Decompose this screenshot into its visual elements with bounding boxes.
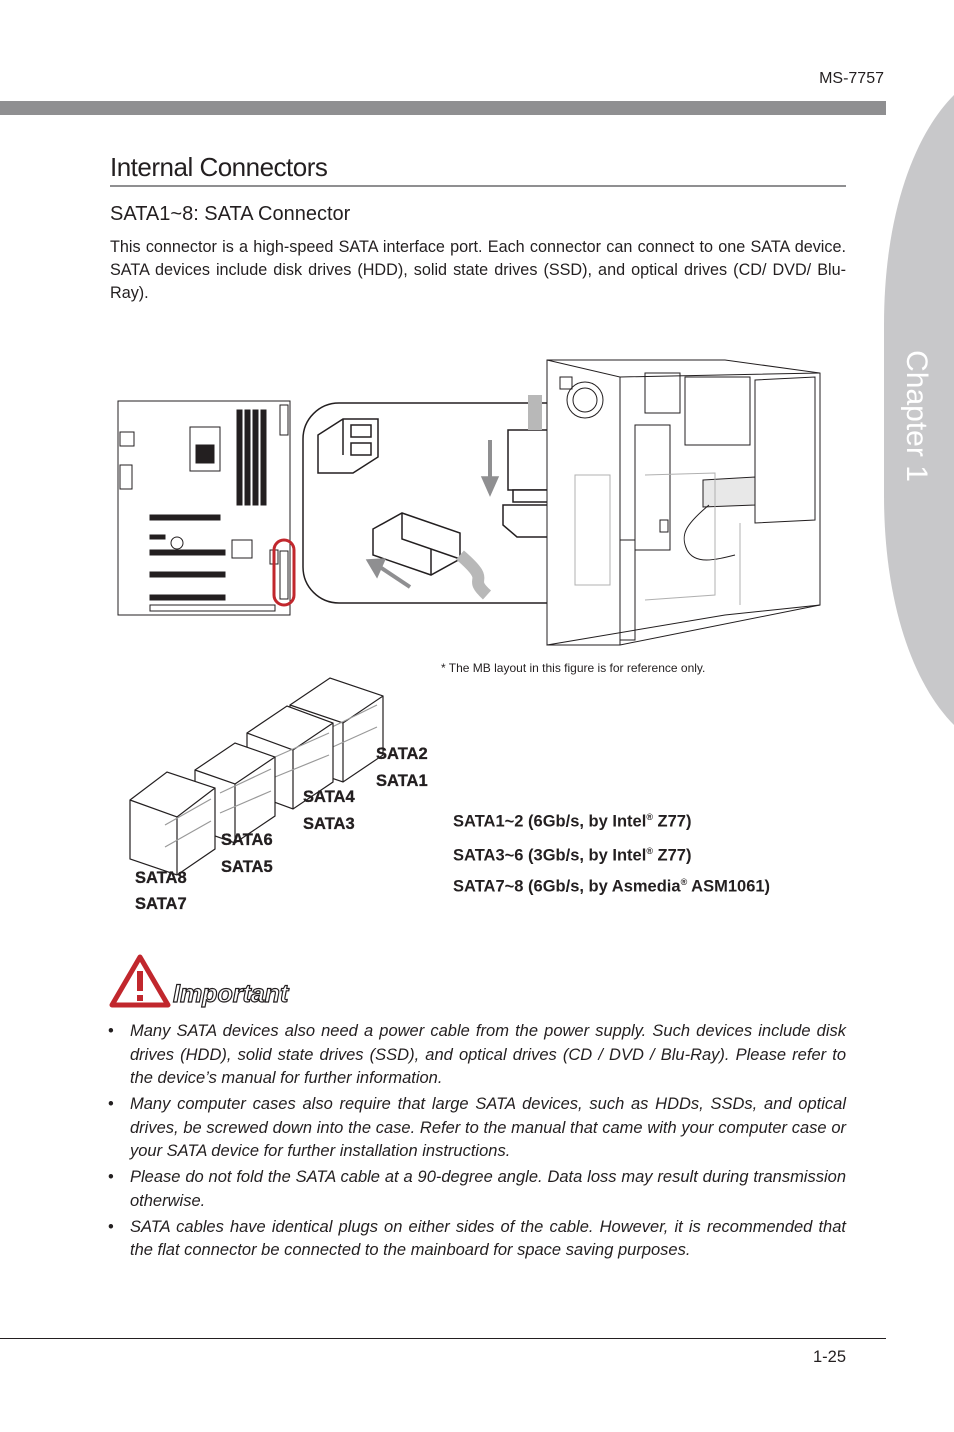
- list-item: • Many computer cases also require that large SATA devices, such as HDDs, SSDs, and optical drives, be screwed down into the case. Refer to the manual that came with your computer case or your SATA device for further installation instructions.: [108, 1095, 846, 1160]
- section-subtitle: SATA1~8: SATA Connector: [110, 203, 351, 225]
- port-label-sata5: SATA5: [221, 858, 273, 876]
- model-number: MS-7757: [819, 70, 884, 87]
- title-divider: [110, 185, 846, 187]
- important-heading: Important: [173, 980, 289, 1008]
- motherboard-layout-image: [118, 401, 290, 615]
- page-title: Internal Connectors: [110, 152, 328, 182]
- intro-paragraph: This connector is a high-speed SATA interface port. Each connector can connect to one SATA device. SATA devices include disk drives (HDD), solid state drives (SSD), and optical drives (CD/ DVD/ Blu-Ray).: [110, 238, 846, 302]
- bullet-symbol: •: [108, 1095, 114, 1113]
- bullet-symbol: •: [108, 1168, 114, 1186]
- sata-plug-callout: [303, 395, 588, 603]
- port-label-sata1: SATA1: [376, 772, 428, 790]
- footer-rule: [0, 1338, 886, 1339]
- list-item: • SATA cables have identical plugs on either sides of the cable. However, it is recommended that the flat connector be connected to the mainboard for space saving purposes.: [108, 1217, 846, 1259]
- port-label-sata7: SATA7: [135, 895, 187, 913]
- bullet-symbol: •: [108, 1217, 114, 1236]
- port-label-sata2: SATA2: [376, 745, 428, 763]
- spec-sata1-2: SATA1~2 (6Gb/s, by Intel® Z77): [453, 812, 692, 831]
- pc-case-image: [547, 360, 820, 645]
- port-label-sata6: SATA6: [221, 831, 273, 849]
- port-label-sata4: SATA4: [303, 788, 355, 806]
- port-label-sata8: SATA8: [135, 869, 187, 887]
- figure-note: * The MB layout in this figure is for reference only.: [441, 661, 706, 675]
- spec-sata3-6: SATA3~6 (3Gb/s, by Intel® Z77): [453, 846, 692, 865]
- list-item: • Please do not fold the SATA cable at a 90-degree angle. Data loss may result during transmission otherwise.: [108, 1168, 846, 1210]
- port-label-sata3: SATA3: [303, 815, 355, 833]
- bullet-symbol: •: [108, 1022, 114, 1040]
- motherboard-case-illustration: [115, 355, 935, 655]
- header-bar: [0, 101, 886, 115]
- list-item: • Many SATA devices also need a power cable from the power supply. Such devices include disk drives (HDD), solid state drives (SSD), and optical drives (CD / DVD / Blu-Ray). Please refer to the device’s manual for further information.: [108, 1022, 846, 1087]
- warning-icon: [108, 953, 172, 1009]
- spec-sata7-8: SATA7~8 (6Gb/s, by Asmedia® ASM1061): [453, 877, 771, 896]
- page-number: 1-25: [812, 1348, 846, 1366]
- chapter-tab-text: Chapter 1: [900, 350, 934, 482]
- important-list: [108, 1020, 846, 1265]
